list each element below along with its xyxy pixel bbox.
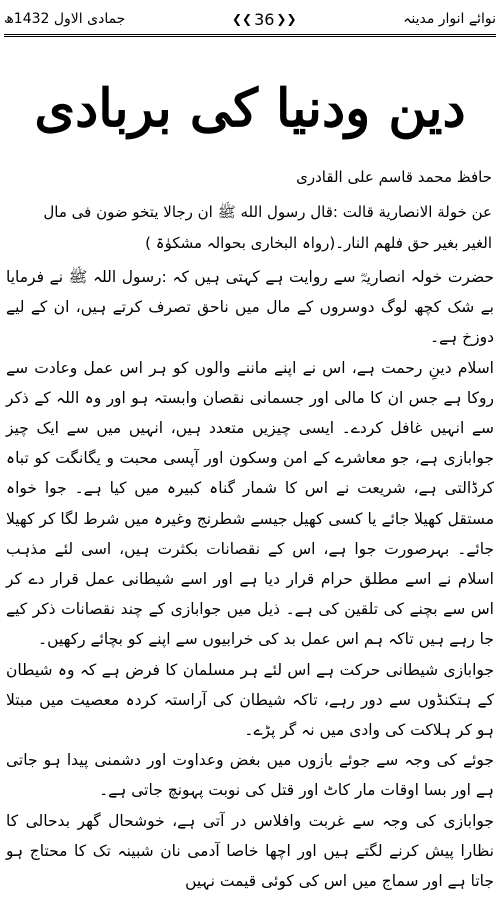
article-title: دین ودنیا کی بربادی bbox=[34, 78, 466, 139]
article-body bbox=[6, 262, 494, 896]
page-number-block bbox=[232, 10, 297, 29]
ornament-left-icon: ❮❮ bbox=[231, 12, 253, 26]
magazine-name: نوائے انوار مدینہ bbox=[403, 11, 496, 27]
article-author: حافظ محمد قاسم علی القادری bbox=[296, 168, 492, 186]
paragraph-enmity: جوئے کی وجہ سے جوئے بازوں میں بغض وعداوت اور دشمنی پیدا ہو جاتی ہے اور بسا اوقات مار کاٹ اور قتل کی نوبت پہونچ جاتی ہے۔ bbox=[6, 751, 494, 800]
paragraph-satanic-act: جوابازی شیطانی حرکت ہے اس لئے ہر مسلمان کا فرض ہے کہ وہ شیطان کے ہتکنڈوں سے دور رہے، تاکہ شیطان کی آراستہ کردہ معصیت میں مبتلا ہو کر ہلاکت کی وادی میں نہ گر پڑے۔ bbox=[6, 660, 494, 740]
hadith-text-line-1: عن خولة الانصارية قالت :قال رسول الله ﷺ ان رجالا يتخو ضون فى مال bbox=[43, 203, 492, 221]
ornament-right-icon: ❯❯ bbox=[276, 12, 297, 26]
paragraph-introduction: اسلام دینِ رحمت ہے، اس نے اپنے ماننے والوں کو ہر اس عمل وعادت سے روکا ہے جس ان کا مالی اور جسمانی نقصان وابستہ ہو اور وہ اللہ کے ذکر سے انہیں غافل کردے۔ ایسی چیزیں متعدد ہیں، انہیں میں سے ایک چیز جوابازی ہے، جو معاشرے کے امن وسکون اور آپسی محبت و یگانگت کو تباہ کرڈالتی ہے، شریعت نے اس کا شمار گناہ کبیرہ میں کیا ہے۔ جوا خواہ مستقل کھیلا جائے یا کسی کھیل جیسے شطرنج وغیرہ میں شرط لگا کر کھیلا جائے۔ بہرصورت جوا ہے، اس کے نقصانات بکثرت ہیں، اسی لئے مذہب اسلام نے اسے مطلق حرام قرار دیا ہے اور اسے شیطانی عمل قرار دے کر اس سے بچنے کی تلقین کی ہے۔ ذیل میں جوابازی کے چند نقصانات ذکر کیے جا رہے ہیں تاکہ ہم اس عمل بد کی خرابیوں سے اپنے کو بچائے رکھیں۔ bbox=[6, 358, 494, 649]
hadith-text-line-2: الغير بغير حق فلهم النار۔(رواہ البخاری بحوالہ مشکوٰۃ ) bbox=[145, 234, 492, 252]
header-divider bbox=[4, 34, 496, 37]
issue-date: جمادی الاول 1432ھ bbox=[4, 11, 126, 27]
paragraph-translation: حضرت خولہ انصاریہؓ سے روایت ہے کہتی ہیں کہ :رسول اللہ ﷺ نے فرمایا بے شک کچھ لوگ دوسروں کے مال میں ناحق تصرف کرتے ہیں، ان کے لیے دوزخ ہے۔ bbox=[6, 268, 494, 347]
page-number: 36 bbox=[254, 9, 275, 29]
page-header bbox=[4, 6, 496, 32]
paragraph-poverty: جوابازی کی وجہ سے غربت وافلاس در آتی ہے، خوشحال گھر بدحالی کا نظارا پیش کرنے لگتے ہیں اور اچھا خاصا آدمی نان شبینہ تک کا محتاج ہو جاتا ہے اور سماج میں اس کی کوئی قیمت نہیں bbox=[6, 811, 494, 891]
